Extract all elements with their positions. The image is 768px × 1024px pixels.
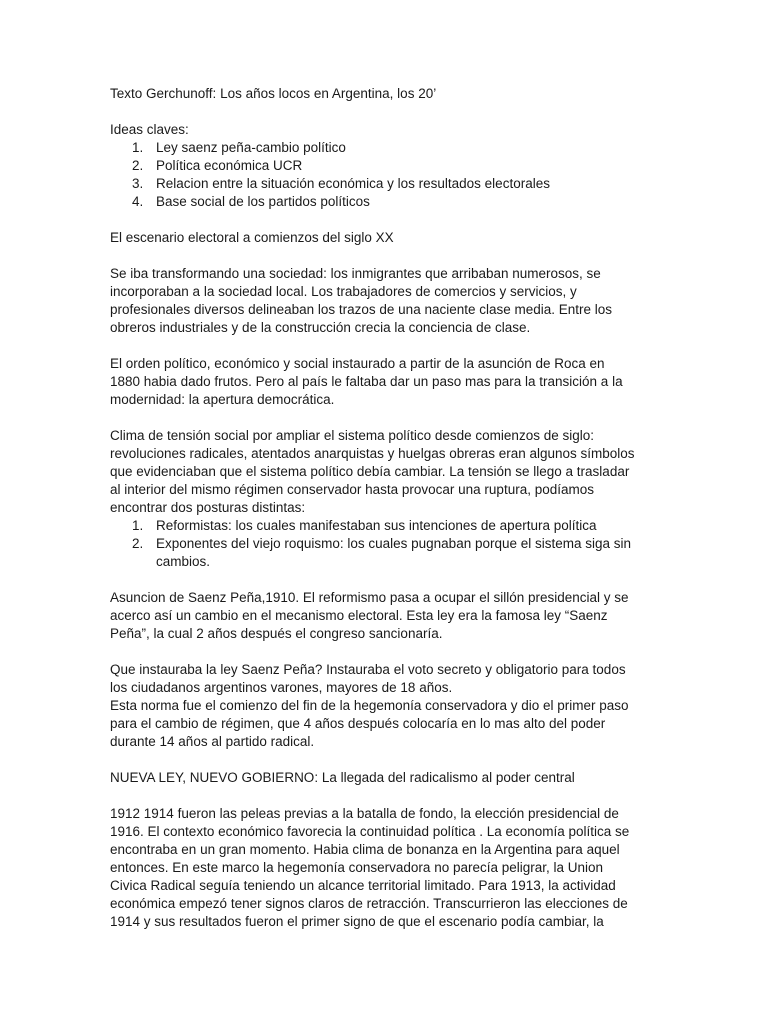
paragraph-line: para el cambio de régimen, que 4 años después colocaría en lo mas alto del poder	[110, 716, 606, 731]
ideas-heading: Ideas claves:	[110, 122, 189, 137]
paragraph-line: Civica Radical seguía teniendo un alcance territorial limitado. Para 1913, la actividad	[110, 878, 616, 893]
paragraph-line: El orden político, económico y social instaurado a partir de la asunción de Roca en	[110, 356, 605, 371]
section-heading	[110, 769, 670, 787]
paragraph-line: durante 14 años al partido radical.	[110, 734, 315, 749]
list-item	[110, 535, 670, 571]
paragraph-line: al interior del mismo régimen conservador hasta provocar una ruptura, podíamos	[110, 482, 594, 497]
list-item-text: Política económica UCR	[156, 158, 303, 173]
document-title-block	[110, 85, 670, 103]
paragraph	[110, 355, 670, 409]
paragraph-line: 1912 1914 fueron las peleas previas a la batalla de fondo, la elección presidencial de	[110, 806, 619, 821]
paragraph-line: modernidad: la apertura democrática.	[110, 392, 335, 407]
document-page	[110, 85, 670, 931]
postures-list	[110, 517, 670, 571]
paragraph-line: Clima de tensión social por ampliar el sistema político desde comienzos de siglo:	[110, 428, 594, 443]
list-item-text: cambios.	[156, 554, 211, 569]
section-heading-text: El escenario electoral a comienzos del siglo XX	[110, 230, 394, 245]
ideas-list	[110, 139, 670, 211]
paragraph-line: Asuncion de Saenz Peña,1910. El reformismo pasa a ocupar el sillón presidencial y se	[110, 590, 629, 605]
paragraph-line: encontraba en un gran momento. Habia clima de bonanza en la Argentina para aquel	[110, 842, 620, 857]
paragraph-line: 1914 y sus resultados fueron el primer signo de que el escenario podía cambiar, la	[110, 914, 604, 929]
list-number: 3.	[132, 176, 144, 191]
section-heading	[110, 229, 670, 247]
list-item-text: Exponentes del viejo roquismo: los cuales pugnaban porque el sistema siga sin	[156, 536, 632, 551]
paragraph-line: encontrar dos posturas distintas:	[110, 500, 306, 515]
paragraph-line: Esta norma fue el comienzo del fin de la hegemonía conservadora y dio el primer paso	[110, 698, 629, 713]
paragraph	[110, 589, 670, 643]
list-item-text: Base social de los partidos políticos	[156, 194, 370, 209]
paragraph-line: Se iba transformando una sociedad: los inmigrantes que arribaban numerosos, se	[110, 266, 601, 281]
paragraph-line: 1916. El contexto económico favorecia la continuidad política . La economía política se	[110, 824, 630, 839]
paragraph-line: que evidenciaban que el sistema político debía cambiar. La tensión se llego a trasladar	[110, 464, 630, 479]
paragraph	[110, 805, 670, 931]
paragraph-line: los ciudadanos argentinos varones, mayores de 18 años.	[110, 680, 453, 695]
paragraph-line: económica empezó tener signos claros de retracción. Transcurrieron las elecciones de	[110, 896, 628, 911]
paragraph-line: incorporaban a la sociedad local. Los trabajadores de comercios y servicios, y	[110, 284, 577, 299]
paragraph-line: entonces. En este marco la hegemonía conservadora no parecía peligrar, la Union	[110, 860, 604, 875]
paragraph-line: Que instauraba la ley Saenz Peña? Instauraba el voto secreto y obligatorio para todos	[110, 662, 626, 677]
paragraph-line: profesionales diversos delineaban los trazos de una naciente clase media. Entre los	[110, 302, 613, 317]
list-number: 1.	[132, 518, 144, 533]
list-number: 1.	[132, 140, 144, 155]
paragraph-line: acerco así un cambio en el mecanismo electoral. Esta ley era la famosa ley “Saenz	[110, 608, 608, 623]
section-heading-text: NUEVA LEY, NUEVO GOBIERNO: La llegada del radicalismo al poder central	[110, 770, 575, 785]
list-item	[110, 157, 670, 175]
list-item	[110, 139, 670, 157]
list-item	[110, 517, 670, 535]
ideas-section	[110, 121, 670, 211]
list-item-text: Reformistas: los cuales manifestaban sus intenciones de apertura política	[156, 518, 597, 533]
list-number: 2.	[132, 158, 144, 173]
paragraph	[110, 265, 670, 337]
document-title: Texto Gerchunoff: Los años locos en Argentina, los 20’	[110, 86, 437, 101]
paragraph-line: revoluciones radicales, atentados anarquistas y huelgas obreras eran algunos símbolos	[110, 446, 635, 461]
paragraph-line: obreros industriales y de la construcción crecia la conciencia de clase.	[110, 320, 531, 335]
list-number: 2.	[132, 536, 144, 551]
list-item	[110, 175, 670, 193]
paragraph-line: 1880 habia dado frutos. Pero al país le faltaba dar un paso mas para la transición a la	[110, 374, 623, 389]
paragraph	[110, 661, 670, 751]
list-item-text: Ley saenz peña-cambio político	[156, 140, 346, 155]
list-item-text: Relacion entre la situación económica y los resultados electorales	[156, 176, 550, 191]
paragraph-with-list	[110, 427, 670, 571]
paragraph-line: Peña”, la cual 2 años después el congreso sancionaría.	[110, 626, 443, 641]
list-number: 4.	[132, 194, 144, 209]
list-item	[110, 193, 670, 211]
